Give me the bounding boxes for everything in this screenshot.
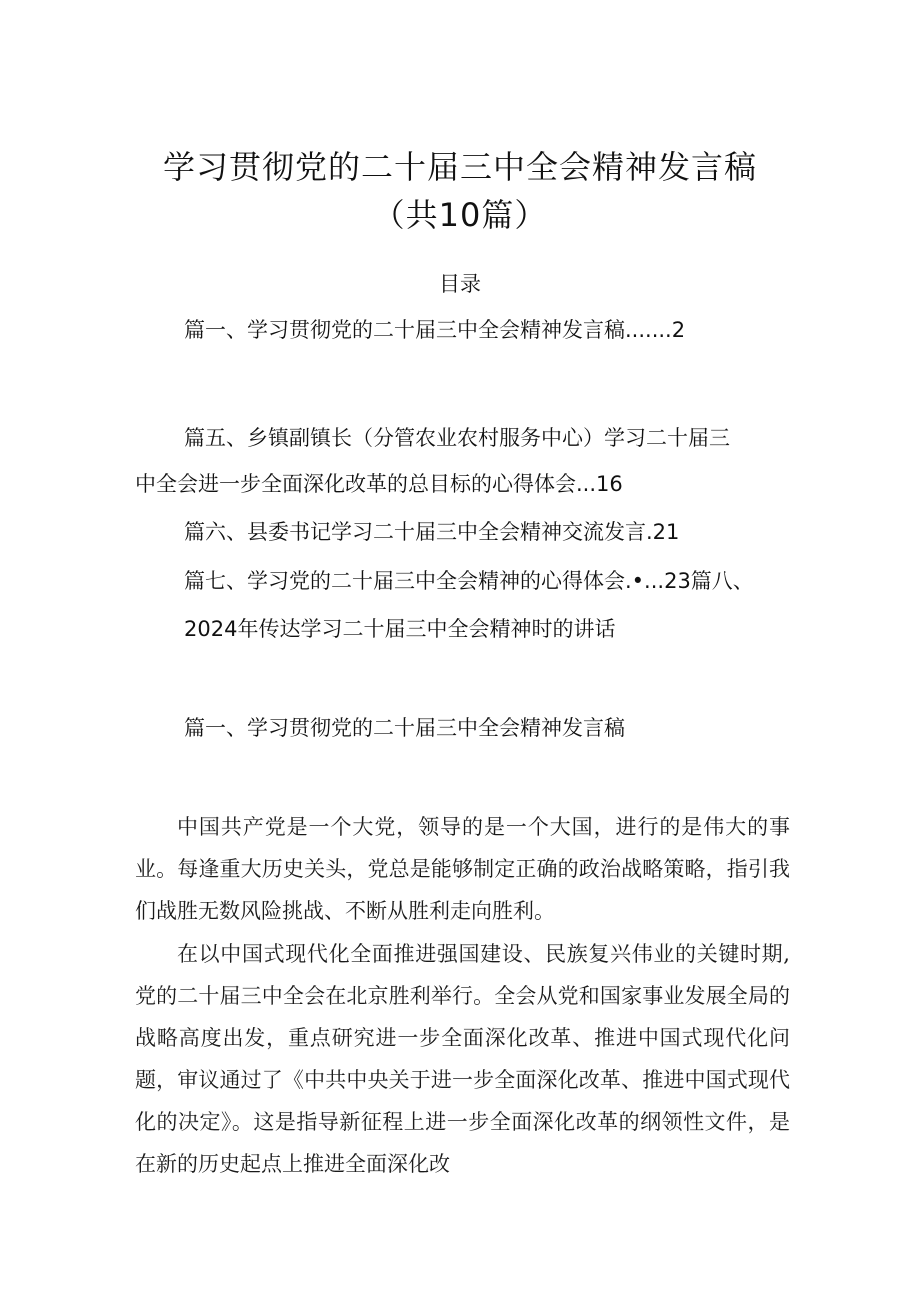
toc-entry: 篇一、学习贯彻党的二十届三中全会精神发言稿.......2 — [184, 318, 686, 342]
body-paragraph: 中国共产党是一个大党，领导的是一个大国，进行的是伟大的事业。每逢重大历史关头，党总是能够制定正确的政治战略策略，指引我们战胜无数风险挑战、不断从胜利走向胜利。 — [135, 815, 790, 923]
toc-entry-continuation: 2024年传达学习二十届三中全会精神时的讲话 — [184, 617, 616, 641]
section-heading: 篇一、学习贯彻党的二十届三中全会精神发言稿 — [184, 716, 625, 740]
toc-entry-continuation: 中全会进一步全面深化改革的总目标的心得体会...16 — [135, 472, 623, 496]
toc-heading: 目录 — [439, 272, 481, 296]
document-title-count: （共10篇） — [372, 196, 548, 234]
body-paragraph: 在以中国式现代化全面推进强国建设、民族复兴伟业的关键时期,党的二十届三中全会在北京胜利举行。全会从党和国家事业发展全局的战略高度出发，重点研究进一步全面深化改革、推进中国式现代化问题，审议通过了《中共中央关于进一步全面深化改革、推进中国式现代化的决定》。这是指导新征程上进一步全面深化改革的纲领性文件，是在新的历史起点上推进全面深化改 — [135, 942, 790, 1176]
toc-entry: 篇五、乡镇副镇长（分管农业农村服务中心）学习二十届三 — [184, 426, 730, 450]
document-title: 学习贯彻党的二十届三中全会精神发言稿 — [162, 148, 757, 186]
toc-entry: 篇六、县委书记学习二十届三中全会精神交流发言.21 — [184, 520, 680, 544]
toc-entry: 篇七、学习党的二十届三中全会精神的心得体会.•...23篇八、 — [184, 569, 754, 593]
